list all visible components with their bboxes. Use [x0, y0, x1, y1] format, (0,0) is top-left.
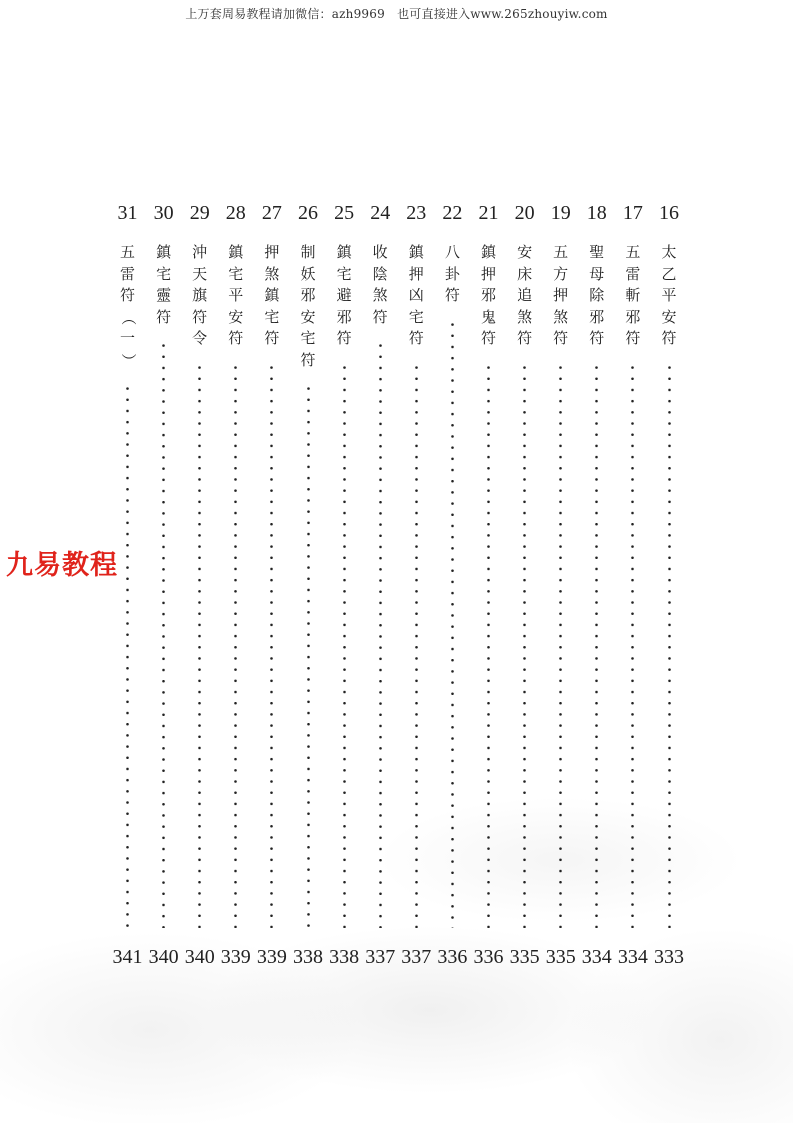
entry-title: 押 煞 鎮 宅 符: [264, 243, 280, 347]
entry-page-number: 340: [148, 946, 179, 968]
entry-title: 鎮 宅 靈 符: [156, 243, 172, 326]
entry-page-number: 334: [581, 946, 612, 968]
entry-number: 18: [586, 202, 607, 224]
entry-number: 30: [153, 202, 174, 224]
dot-leader: [126, 383, 129, 928]
entry-title: 制 妖 邪 安 宅 符: [300, 243, 316, 369]
entry-page-number: 334: [617, 946, 648, 968]
toc-entry: [363, 0, 397, 1123]
toc-entry: [255, 0, 289, 1123]
toc-entry: [652, 0, 686, 1123]
toc-entry: [580, 0, 614, 1123]
dot-leader: [343, 362, 346, 928]
dot-leader: [307, 383, 310, 928]
toc-entry: [616, 0, 650, 1123]
dot-leader: [487, 362, 490, 928]
entry-number: 20: [514, 202, 535, 224]
entry-title: 五 方 押 煞 符: [553, 243, 569, 347]
dot-leader: [668, 362, 671, 928]
entry-number: 31: [117, 202, 138, 224]
entry-title: 鎮 押 邪 鬼 符: [480, 243, 496, 347]
watermark-logo: 九易教程: [6, 550, 118, 581]
entry-page-number: 337: [365, 946, 396, 968]
toc-entry: [508, 0, 542, 1123]
dot-leader: [631, 362, 634, 928]
entry-number: 21: [478, 202, 499, 224]
entry-number: 29: [189, 202, 210, 224]
toc-entry: [399, 0, 433, 1123]
entry-page-number: 338: [293, 946, 323, 968]
dot-leader: [595, 362, 598, 928]
entry-number: 23: [406, 202, 427, 224]
entry-number: 19: [550, 202, 571, 224]
entry-page-number: 341: [112, 946, 143, 968]
dot-leader: [379, 340, 382, 928]
entry-number: 26: [298, 202, 318, 224]
dot-leader: [451, 319, 454, 928]
toc-entry: [435, 0, 469, 1123]
entry-page-number: 339: [256, 946, 287, 968]
entry-title: 五 雷 斬 邪 符: [625, 243, 641, 347]
dot-leader: [523, 362, 526, 928]
entry-number: 17: [622, 202, 643, 224]
entry-number: 27: [261, 202, 282, 224]
entry-page-number: 336: [437, 946, 468, 968]
dot-leader: [415, 362, 418, 928]
dot-leader: [162, 340, 165, 928]
entry-title: 安 床 追 煞 符: [517, 243, 533, 347]
entry-title: 鎮 宅 平 安 符: [228, 243, 244, 347]
entry-page-number: 340: [184, 946, 215, 968]
entry-title: 太 乙 平 安 符: [661, 243, 677, 347]
entry-page-number: 336: [473, 946, 504, 968]
toc-entry: [327, 0, 361, 1123]
toc-entry: [544, 0, 578, 1123]
header-banner: 上万套周易教程请加微信：azh9969 也可直接进入www.265zhouyiw.com: [185, 7, 608, 21]
entry-title: 五 雷 符 （ 一 ）: [119, 243, 138, 368]
entry-page-number: 333: [654, 946, 684, 968]
entry-number: 22: [442, 202, 463, 224]
entry-page-number: 335: [545, 946, 576, 968]
entry-title: 鎮 押 凶 宅 符: [408, 243, 424, 347]
entry-title: 沖 天 旗 符 令: [192, 243, 208, 347]
toc-entry: [219, 0, 253, 1123]
entry-title: 收 陰 煞 符: [372, 243, 388, 326]
entry-number: 24: [370, 202, 391, 224]
entry-number: 25: [334, 202, 355, 224]
entry-title: 鎮 宅 避 邪 符: [336, 243, 352, 347]
entry-page-number: 339: [220, 946, 251, 968]
entry-page-number: 338: [329, 946, 360, 968]
dot-leader: [559, 362, 562, 928]
entry-title: 八 卦 符: [444, 243, 460, 304]
entry-number: 16: [659, 202, 679, 224]
entry-page-number: 337: [401, 946, 432, 968]
toc-entry: [183, 0, 217, 1123]
entry-page-number: 335: [509, 946, 540, 968]
entry-number: 28: [225, 202, 246, 224]
dot-leader: [198, 362, 201, 928]
toc-entry: [147, 0, 181, 1123]
toc-entry: [291, 0, 325, 1123]
toc-entry: [472, 0, 506, 1123]
dot-leader: [270, 362, 273, 928]
dot-leader: [234, 362, 237, 928]
entry-title: 聖 母 除 邪 符: [589, 243, 605, 347]
